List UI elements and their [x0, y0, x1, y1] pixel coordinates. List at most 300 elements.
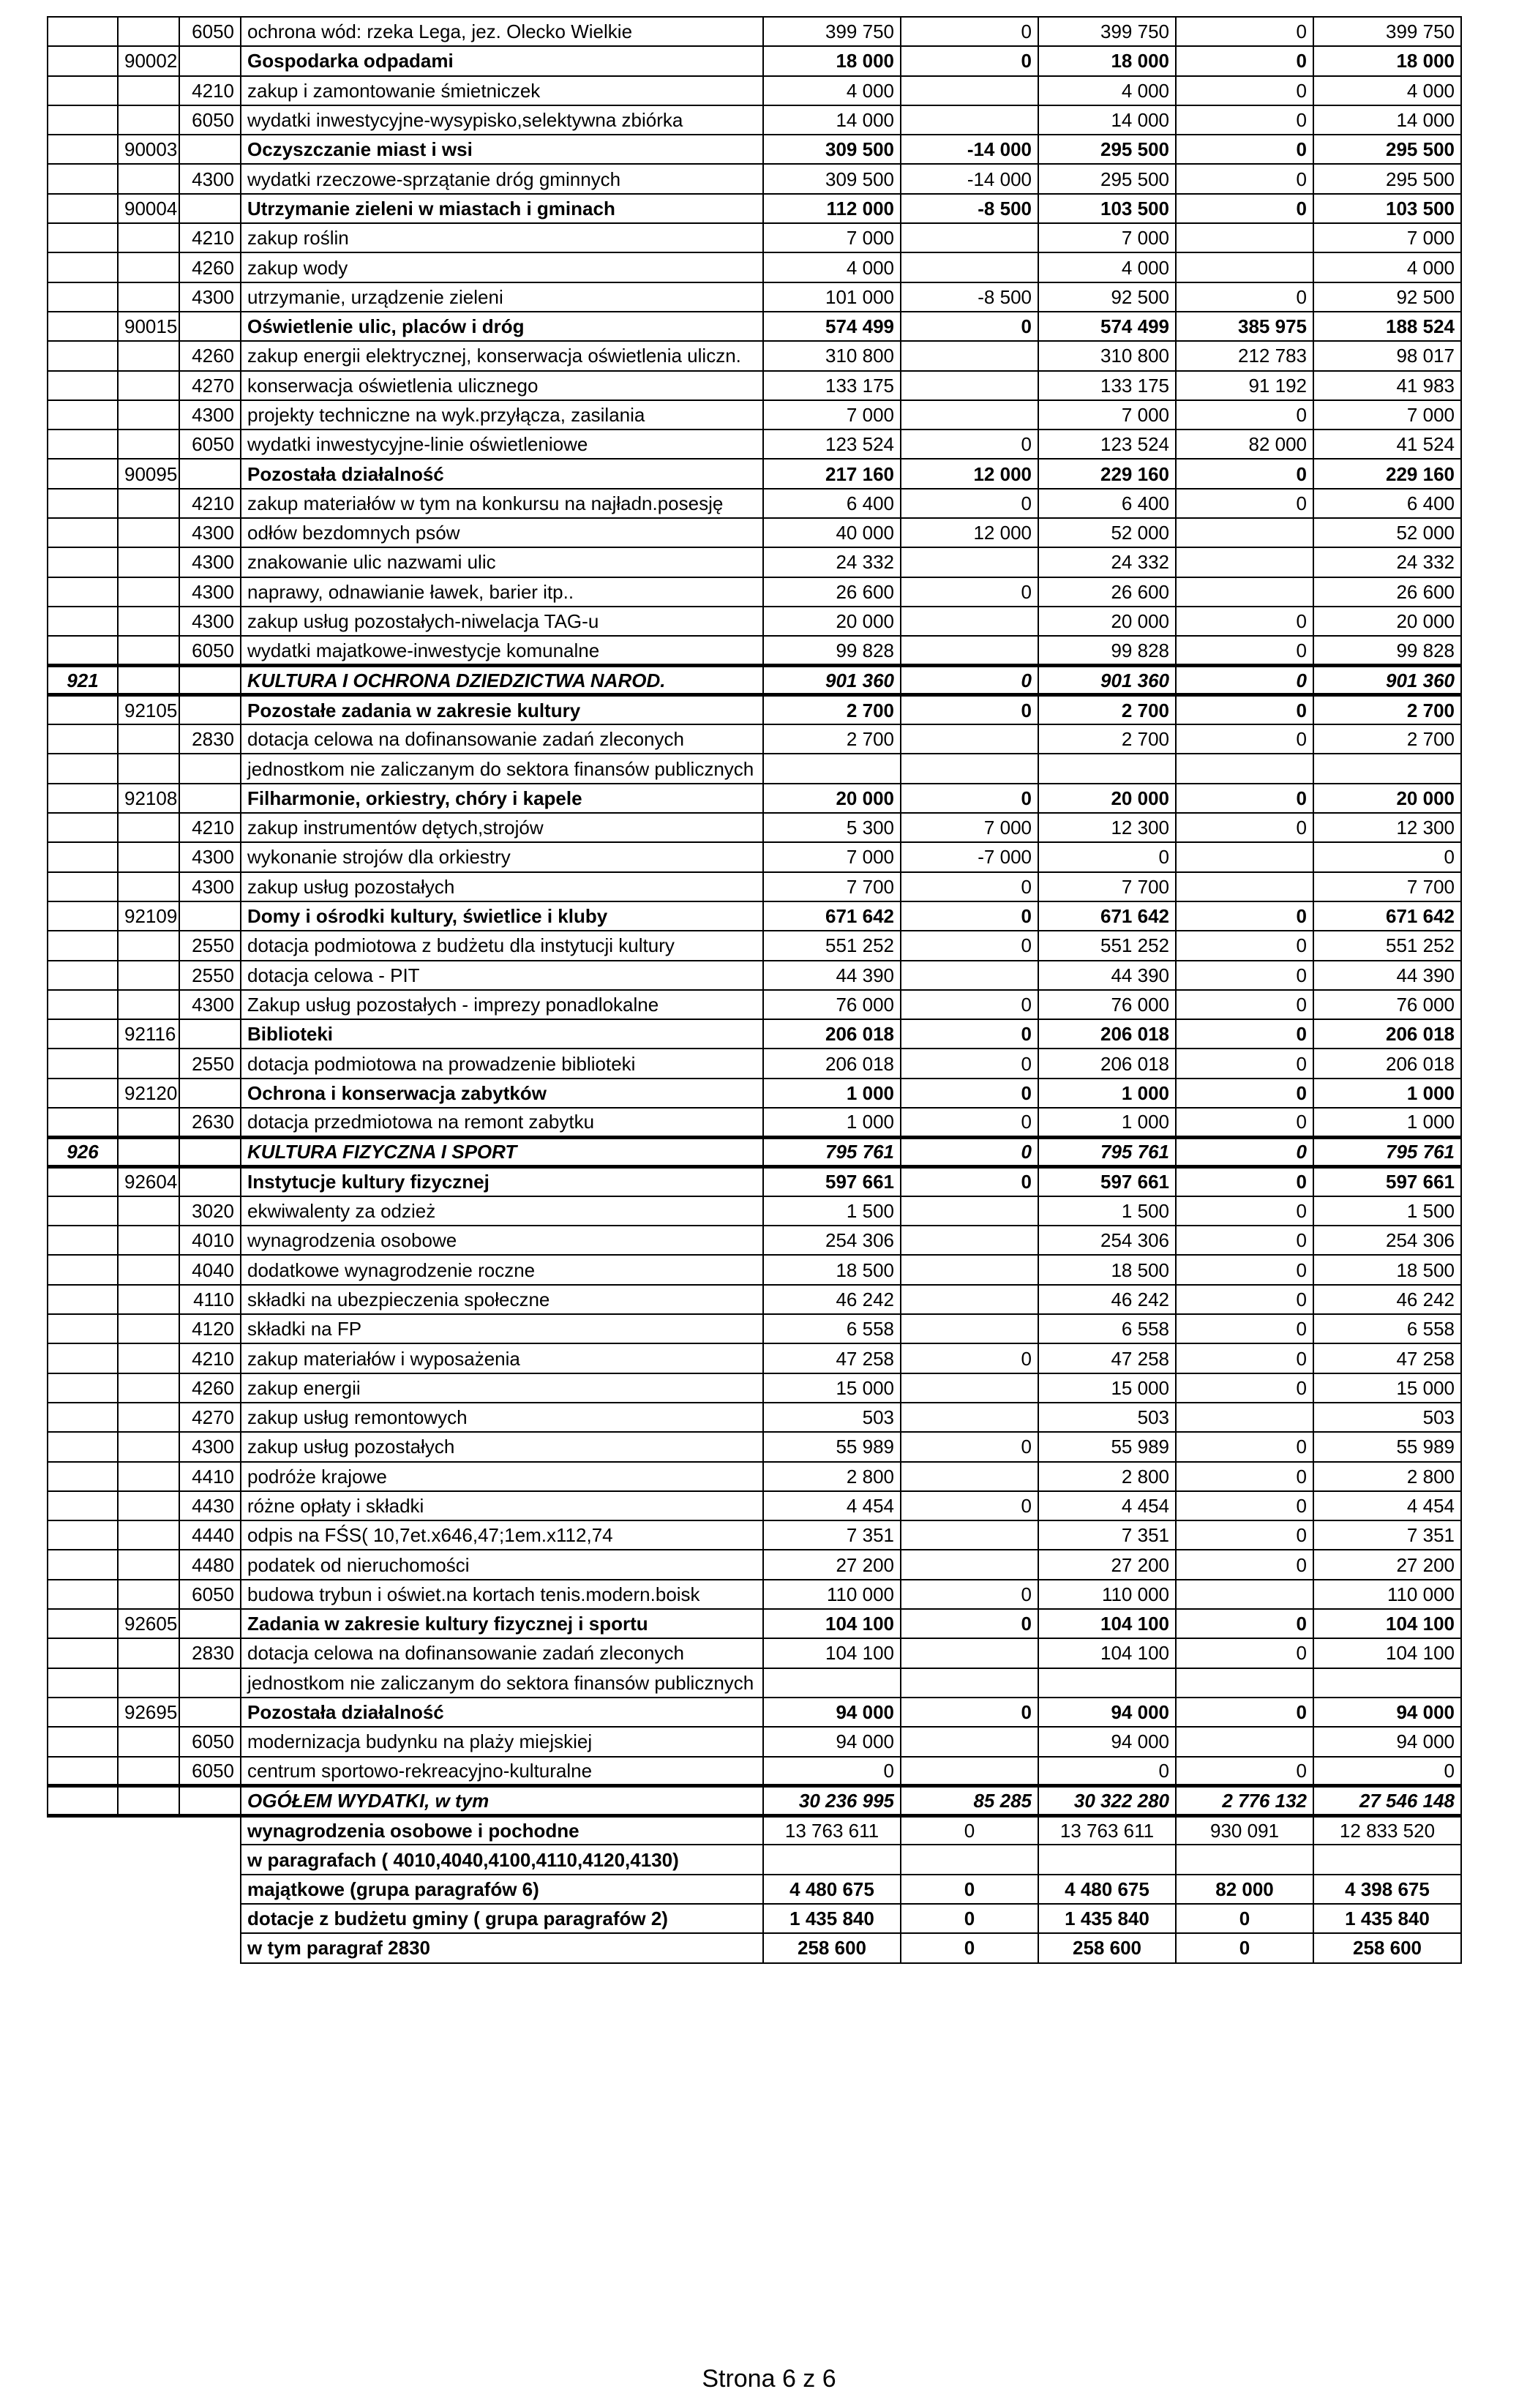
summary-value: 0	[1176, 1933, 1313, 1962]
plan-value-cell: 104 100	[763, 1609, 901, 1638]
rozdzial-cell	[118, 105, 179, 135]
rozdzial-cell	[118, 76, 179, 105]
dzial-cell	[48, 1255, 118, 1284]
table-row	[48, 17, 1461, 46]
change-value-cell	[901, 1668, 1038, 1698]
rozdzial-cell	[118, 547, 179, 577]
empty-cell	[179, 1933, 241, 1962]
paragraf-cell	[179, 46, 241, 75]
chapter-row	[48, 1698, 1461, 1727]
change-value-cell	[901, 1403, 1038, 1432]
table-row	[48, 1432, 1461, 1461]
table-row	[48, 252, 1461, 282]
zlecone-value-cell: 0	[1176, 1079, 1313, 1108]
plan-value-cell: 399 750	[763, 17, 901, 46]
rozdzial-cell	[118, 1196, 179, 1226]
zlecone-value-cell: 0	[1176, 135, 1313, 164]
dzial-cell	[48, 1462, 118, 1491]
table-row	[48, 105, 1461, 135]
change-value-cell: 0	[901, 901, 1038, 931]
rozdzial-cell	[118, 1757, 179, 1786]
zlecone-value-cell: 0	[1176, 400, 1313, 430]
table-row	[48, 1462, 1461, 1491]
plan-after-change-cell: 52 000	[1038, 518, 1176, 547]
page-number: Strona 6 z 6	[702, 2365, 836, 2393]
change-value-cell: 0	[901, 577, 1038, 607]
plan-value-cell: 671 642	[763, 901, 901, 931]
description-cell: dotacja celowa na dofinansowanie zadań zleconych	[241, 724, 763, 754]
summary-label: wynagrodzenia osobowe i pochodne	[241, 1815, 763, 1845]
empty-cell	[179, 1904, 241, 1933]
zlecone-value-cell: 0	[1176, 76, 1313, 105]
summary-value	[1176, 1845, 1313, 1874]
rozdzial-cell	[118, 1373, 179, 1403]
summary-row	[48, 1875, 1461, 1904]
plan-after-change-cell: 14 000	[1038, 105, 1176, 135]
change-value-cell	[901, 961, 1038, 990]
plan-after-change-cell: 46 242	[1038, 1285, 1176, 1314]
dzial-cell	[48, 164, 118, 193]
zlecone-value-cell	[1176, 1403, 1313, 1432]
chapter-row	[48, 784, 1461, 813]
dzial-cell	[48, 1491, 118, 1520]
change-value-cell: 0	[901, 312, 1038, 341]
table-row	[48, 1343, 1461, 1373]
paragraf-cell: 4210	[179, 76, 241, 105]
plan-after-change-cell: 597 661	[1038, 1167, 1176, 1196]
plan-value-cell: 597 661	[763, 1167, 901, 1196]
plan-value-cell: 1 000	[763, 1108, 901, 1137]
table-row	[48, 872, 1461, 901]
wlasne-value-cell: 44 390	[1313, 961, 1461, 990]
plan-value-cell: 7 000	[763, 223, 901, 252]
change-value-cell	[901, 1550, 1038, 1579]
description-cell: Filharmonie, orkiestry, chóry i kapele	[241, 784, 763, 813]
zlecone-value-cell: 0	[1176, 1698, 1313, 1727]
plan-value-cell: 795 761	[763, 1137, 901, 1166]
zlecone-value-cell	[1176, 872, 1313, 901]
grand-total-value: 30 322 280	[1038, 1786, 1176, 1815]
paragraf-cell: 4210	[179, 1343, 241, 1373]
summary-value: 258 600	[763, 1933, 901, 1962]
wlasne-value-cell: 55 989	[1313, 1432, 1461, 1461]
summary-value: 1 435 840	[1313, 1904, 1461, 1933]
chapter-row	[48, 459, 1461, 488]
plan-after-change-cell: 27 200	[1038, 1550, 1176, 1579]
paragraf-cell	[179, 135, 241, 164]
zlecone-value-cell: 212 783	[1176, 341, 1313, 370]
empty-cell	[118, 1786, 179, 1815]
wlasne-value-cell: 20 000	[1313, 607, 1461, 636]
rozdzial-cell	[118, 1108, 179, 1137]
chapter-row	[48, 135, 1461, 164]
change-value-cell	[901, 1255, 1038, 1284]
plan-after-change-cell: 44 390	[1038, 961, 1176, 990]
table-row	[48, 1226, 1461, 1255]
table-row	[48, 1668, 1461, 1698]
summary-value: 0	[901, 1815, 1038, 1845]
zlecone-value-cell	[1176, 1580, 1313, 1609]
plan-after-change-cell: 6 558	[1038, 1314, 1176, 1343]
plan-value-cell: 1 000	[763, 1079, 901, 1108]
paragraf-cell: 4300	[179, 164, 241, 193]
chapter-row	[48, 901, 1461, 931]
paragraf-cell	[179, 1079, 241, 1108]
chapter-row	[48, 46, 1461, 75]
paragraf-cell	[179, 1167, 241, 1196]
change-value-cell: 0	[901, 1137, 1038, 1166]
zlecone-value-cell: 0	[1176, 46, 1313, 75]
summary-row	[48, 1815, 1461, 1845]
summary-value: 4 398 675	[1313, 1875, 1461, 1904]
wlasne-value-cell: 503	[1313, 1403, 1461, 1432]
section-row	[48, 666, 1461, 695]
change-value-cell	[901, 547, 1038, 577]
zlecone-value-cell: 0	[1176, 194, 1313, 223]
plan-after-change-cell: 399 750	[1038, 17, 1176, 46]
dzial-cell	[48, 1580, 118, 1609]
zlecone-value-cell: 0	[1176, 1019, 1313, 1049]
rozdzial-cell	[118, 1137, 179, 1166]
change-value-cell: 0	[901, 1580, 1038, 1609]
summary-value: 0	[901, 1933, 1038, 1962]
zlecone-value-cell: 0	[1176, 1108, 1313, 1137]
description-cell: odłów bezdomnych psów	[241, 518, 763, 547]
wlasne-value-cell: 104 100	[1313, 1638, 1461, 1668]
plan-value-cell: 55 989	[763, 1432, 901, 1461]
plan-value-cell: 2 700	[763, 724, 901, 754]
dzial-cell	[48, 223, 118, 252]
plan-after-change-cell: 310 800	[1038, 341, 1176, 370]
description-cell: zakup roślin	[241, 223, 763, 252]
change-value-cell: -14 000	[901, 164, 1038, 193]
description-cell: zakup usług pozostałych	[241, 872, 763, 901]
rozdzial-cell: 92116	[118, 1019, 179, 1049]
description-cell: znakowanie ulic nazwami ulic	[241, 547, 763, 577]
dzial-cell	[48, 430, 118, 459]
plan-after-change-cell: 503	[1038, 1403, 1176, 1432]
zlecone-value-cell: 0	[1176, 459, 1313, 488]
change-value-cell: 0	[901, 1019, 1038, 1049]
rozdzial-cell	[118, 341, 179, 370]
rozdzial-cell	[118, 1403, 179, 1432]
paragraf-cell: 4300	[179, 518, 241, 547]
section-row	[48, 1137, 1461, 1166]
paragraf-cell: 2550	[179, 1049, 241, 1078]
change-value-cell: 12 000	[901, 459, 1038, 488]
change-value-cell	[901, 252, 1038, 282]
paragraf-cell: 4410	[179, 1462, 241, 1491]
zlecone-value-cell: 0	[1176, 1550, 1313, 1579]
table-row	[48, 1550, 1461, 1579]
zlecone-value-cell: 82 000	[1176, 430, 1313, 459]
rozdzial-cell: 92605	[118, 1609, 179, 1638]
empty-cell	[48, 1933, 118, 1962]
plan-after-change-cell: 94 000	[1038, 1727, 1176, 1756]
plan-after-change-cell: 76 000	[1038, 990, 1176, 1019]
table-row	[48, 1580, 1461, 1609]
zlecone-value-cell: 0	[1176, 961, 1313, 990]
description-cell: zakup energii	[241, 1373, 763, 1403]
wlasne-value-cell	[1313, 754, 1461, 783]
table-row	[48, 164, 1461, 193]
change-value-cell: 0	[901, 872, 1038, 901]
description-cell: wydatki rzeczowe-sprzątanie dróg gminnych	[241, 164, 763, 193]
description-cell: zakup usług pozostałych	[241, 1432, 763, 1461]
change-value-cell: 7 000	[901, 813, 1038, 842]
dzial-cell	[48, 1550, 118, 1579]
plan-after-change-cell: 7 000	[1038, 223, 1176, 252]
rozdzial-cell	[118, 1314, 179, 1343]
zlecone-value-cell: 0	[1176, 1491, 1313, 1520]
change-value-cell: 0	[901, 931, 1038, 960]
plan-after-change-cell: 24 332	[1038, 547, 1176, 577]
plan-value-cell: 551 252	[763, 931, 901, 960]
zlecone-value-cell: 0	[1176, 1609, 1313, 1638]
plan-after-change-cell: 133 175	[1038, 371, 1176, 400]
rozdzial-cell	[118, 577, 179, 607]
plan-value-cell: 24 332	[763, 547, 901, 577]
description-cell: składki na ubezpieczenia społeczne	[241, 1285, 763, 1314]
change-value-cell	[901, 1285, 1038, 1314]
dzial-cell	[48, 961, 118, 990]
rozdzial-cell	[118, 1550, 179, 1579]
change-value-cell	[901, 754, 1038, 783]
table-row	[48, 76, 1461, 105]
change-value-cell: 0	[901, 1609, 1038, 1638]
description-cell: utrzymanie, urządzenie zieleni	[241, 282, 763, 312]
paragraf-cell: 4010	[179, 1226, 241, 1255]
zlecone-value-cell	[1176, 547, 1313, 577]
chapter-row	[48, 1079, 1461, 1108]
table-row	[48, 724, 1461, 754]
summary-row	[48, 1933, 1461, 1962]
rozdzial-cell	[118, 1580, 179, 1609]
rozdzial-cell: 90015	[118, 312, 179, 341]
plan-value-cell: 46 242	[763, 1285, 901, 1314]
chapter-row	[48, 695, 1461, 724]
change-value-cell	[901, 724, 1038, 754]
zlecone-value-cell: 0	[1176, 724, 1313, 754]
empty-cell	[48, 1875, 118, 1904]
paragraf-cell	[179, 312, 241, 341]
rozdzial-cell	[118, 489, 179, 518]
zlecone-value-cell: 0	[1176, 990, 1313, 1019]
plan-value-cell: 7 000	[763, 400, 901, 430]
change-value-cell: 0	[901, 1698, 1038, 1727]
paragraf-cell: 4120	[179, 1314, 241, 1343]
paragraf-cell: 2550	[179, 961, 241, 990]
change-value-cell: 0	[901, 489, 1038, 518]
wlasne-value-cell: 6 558	[1313, 1314, 1461, 1343]
wlasne-value-cell: 795 761	[1313, 1137, 1461, 1166]
plan-value-cell: 2 800	[763, 1462, 901, 1491]
plan-value-cell: 6 400	[763, 489, 901, 518]
change-value-cell: 12 000	[901, 518, 1038, 547]
paragraf-cell	[179, 1137, 241, 1166]
dzial-cell	[48, 724, 118, 754]
zlecone-value-cell: 0	[1176, 1049, 1313, 1078]
empty-cell	[118, 1815, 179, 1845]
wlasne-value-cell: 597 661	[1313, 1167, 1461, 1196]
dzial-cell	[48, 341, 118, 370]
zlecone-value-cell: 0	[1176, 105, 1313, 135]
table-row	[48, 1757, 1461, 1786]
rozdzial-cell	[118, 842, 179, 871]
summary-label: w paragrafach ( 4010,4040,4100,4110,4120,4130)	[241, 1845, 763, 1874]
plan-after-change-cell: 55 989	[1038, 1432, 1176, 1461]
wlasne-value-cell: 4 454	[1313, 1491, 1461, 1520]
description-cell: Zakup usług pozostałych - imprezy ponadlokalne	[241, 990, 763, 1019]
empty-cell	[48, 1845, 118, 1874]
zlecone-value-cell: 0	[1176, 17, 1313, 46]
zlecone-value-cell: 0	[1176, 1638, 1313, 1668]
dzial-cell	[48, 1403, 118, 1432]
plan-after-change-cell: 123 524	[1038, 430, 1176, 459]
change-value-cell	[901, 341, 1038, 370]
plan-after-change-cell: 4 454	[1038, 1491, 1176, 1520]
plan-after-change-cell: 20 000	[1038, 784, 1176, 813]
rozdzial-cell	[118, 990, 179, 1019]
wlasne-value-cell: 671 642	[1313, 901, 1461, 931]
wlasne-value-cell: 12 300	[1313, 813, 1461, 842]
plan-after-change-cell: 254 306	[1038, 1226, 1176, 1255]
plan-after-change-cell: 12 300	[1038, 813, 1176, 842]
plan-value-cell: 206 018	[763, 1049, 901, 1078]
plan-value-cell: 26 600	[763, 577, 901, 607]
dzial-cell	[48, 754, 118, 783]
wlasne-value-cell: 901 360	[1313, 666, 1461, 695]
change-value-cell: -8 500	[901, 194, 1038, 223]
change-value-cell: 0	[901, 46, 1038, 75]
rozdzial-cell: 92105	[118, 695, 179, 724]
plan-after-change-cell: 2 700	[1038, 695, 1176, 724]
empty-cell	[179, 1786, 241, 1815]
plan-value-cell: 133 175	[763, 371, 901, 400]
rozdzial-cell	[118, 1638, 179, 1668]
paragraf-cell: 6050	[179, 17, 241, 46]
plan-value-cell: 47 258	[763, 1343, 901, 1373]
plan-after-change-cell: 671 642	[1038, 901, 1176, 931]
description-cell: Oświetlenie ulic, placów i dróg	[241, 312, 763, 341]
rozdzial-cell	[118, 961, 179, 990]
paragraf-cell	[179, 695, 241, 724]
dzial-cell	[48, 1343, 118, 1373]
plan-after-change-cell: 99 828	[1038, 636, 1176, 665]
table-row	[48, 282, 1461, 312]
description-cell: zakup i zamontowanie śmietniczek	[241, 76, 763, 105]
chapter-row	[48, 1167, 1461, 1196]
table-row	[48, 990, 1461, 1019]
plan-after-change-cell: 18 500	[1038, 1255, 1176, 1284]
plan-after-change-cell: 2 800	[1038, 1462, 1176, 1491]
zlecone-value-cell: 0	[1176, 666, 1313, 695]
plan-after-change-cell: 7 700	[1038, 872, 1176, 901]
summary-value: 0	[1176, 1904, 1313, 1933]
paragraf-cell: 6050	[179, 1757, 241, 1786]
rozdzial-cell	[118, 1049, 179, 1078]
plan-after-change-cell: 94 000	[1038, 1698, 1176, 1727]
description-cell: dodatkowe wynagrodzenie roczne	[241, 1255, 763, 1284]
paragraf-cell: 4300	[179, 990, 241, 1019]
description-cell: modernizacja budynku na plaży miejskiej	[241, 1727, 763, 1756]
description-cell: wydatki inwestycyjne-linie oświetleniowe	[241, 430, 763, 459]
dzial-cell	[48, 1196, 118, 1226]
summary-value: 258 600	[1038, 1933, 1176, 1962]
summary-label: w tym paragraf 2830	[241, 1933, 763, 1962]
summary-value: 4 480 675	[763, 1875, 901, 1904]
paragraf-cell	[179, 784, 241, 813]
empty-cell	[48, 1786, 118, 1815]
wlasne-value-cell: 7 351	[1313, 1520, 1461, 1550]
table-row	[48, 1285, 1461, 1314]
change-value-cell	[901, 76, 1038, 105]
zlecone-value-cell: 0	[1176, 1137, 1313, 1166]
table-row	[48, 518, 1461, 547]
empty-cell	[118, 1845, 179, 1874]
description-cell: KULTURA I OCHRONA DZIEDZICTWA NAROD.	[241, 666, 763, 695]
paragraf-cell: 4260	[179, 341, 241, 370]
paragraf-cell	[179, 754, 241, 783]
dzial-cell	[48, 636, 118, 665]
paragraf-cell: 4300	[179, 842, 241, 871]
paragraf-cell: 4110	[179, 1285, 241, 1314]
rozdzial-cell: 92109	[118, 901, 179, 931]
dzial-cell	[48, 1757, 118, 1786]
plan-after-change-cell: 18 000	[1038, 46, 1176, 75]
table-row	[48, 1196, 1461, 1226]
plan-after-change-cell: 110 000	[1038, 1580, 1176, 1609]
table-row	[48, 430, 1461, 459]
plan-value-cell: 5 300	[763, 813, 901, 842]
wlasne-value-cell: 254 306	[1313, 1226, 1461, 1255]
zlecone-value-cell: 0	[1176, 1432, 1313, 1461]
wlasne-value-cell: 14 000	[1313, 105, 1461, 135]
wlasne-value-cell: 7 000	[1313, 400, 1461, 430]
chapter-row	[48, 194, 1461, 223]
change-value-cell	[901, 105, 1038, 135]
paragraf-cell: 2830	[179, 1638, 241, 1668]
wlasne-value-cell: 94 000	[1313, 1727, 1461, 1756]
description-cell: Domy i ośrodki kultury, świetlice i kluby	[241, 901, 763, 931]
description-cell: zakup usług pozostałych-niwelacja TAG-u	[241, 607, 763, 636]
wlasne-value-cell: 1 500	[1313, 1196, 1461, 1226]
description-cell: KULTURA FIZYCZNA I SPORT	[241, 1137, 763, 1166]
change-value-cell: 0	[901, 990, 1038, 1019]
dzial-cell	[48, 1108, 118, 1137]
zlecone-value-cell: 0	[1176, 695, 1313, 724]
dzial-cell	[48, 1520, 118, 1550]
plan-after-change-cell: 551 252	[1038, 931, 1176, 960]
zlecone-value-cell	[1176, 1727, 1313, 1756]
description-cell: Zadania w zakresie kultury fizycznej i sportu	[241, 1609, 763, 1638]
paragraf-cell: 4270	[179, 1403, 241, 1432]
plan-value-cell: 254 306	[763, 1226, 901, 1255]
change-value-cell: 0	[901, 17, 1038, 46]
dzial-cell	[48, 1285, 118, 1314]
paragraf-cell: 2550	[179, 931, 241, 960]
description-cell: składki na FP	[241, 1314, 763, 1343]
table-row	[48, 577, 1461, 607]
wlasne-value-cell: 94 000	[1313, 1698, 1461, 1727]
dzial-cell	[48, 312, 118, 341]
plan-value-cell: 94 000	[763, 1727, 901, 1756]
dzial-cell	[48, 1373, 118, 1403]
empty-cell	[118, 1933, 179, 1962]
plan-after-change-cell: 92 500	[1038, 282, 1176, 312]
dzial-cell	[48, 135, 118, 164]
plan-after-change-cell: 47 258	[1038, 1343, 1176, 1373]
